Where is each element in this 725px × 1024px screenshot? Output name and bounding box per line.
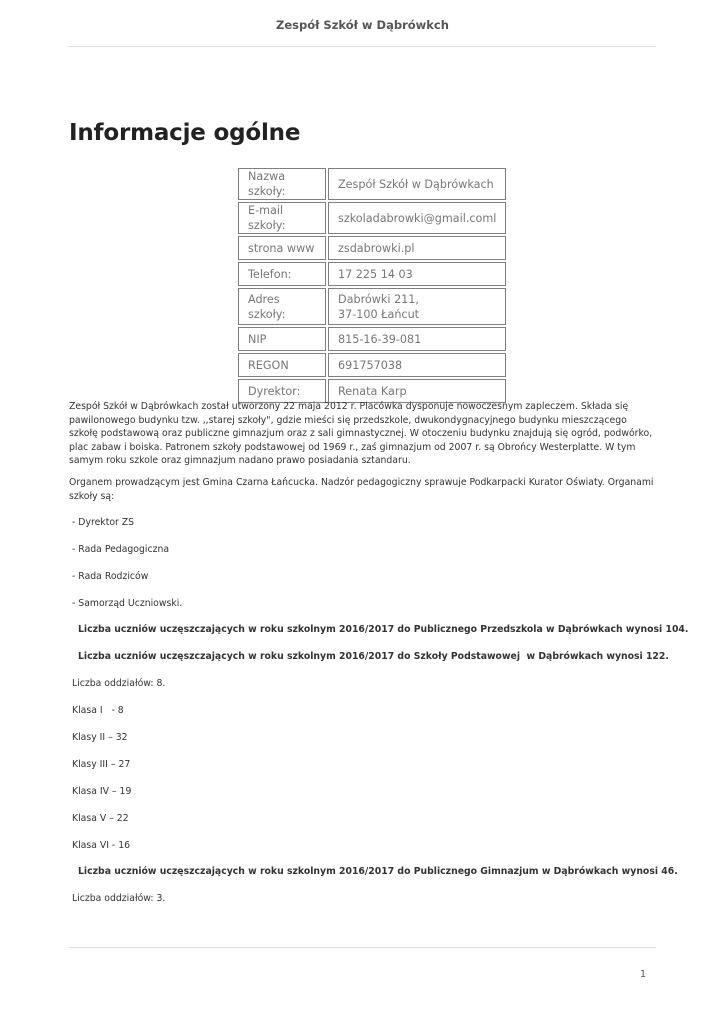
info-label: NIP	[238, 327, 326, 351]
class-list-item: Klasy III – 27	[72, 759, 131, 770]
organ-list-item: - Rada Pedagogiczna	[72, 544, 170, 555]
info-label: E-mail szkoły:	[238, 202, 326, 234]
class-list-item: Klasa I - 8	[72, 705, 124, 716]
info-label: REGON	[238, 353, 326, 377]
page-number: 1	[640, 969, 647, 980]
info-value: Zespół Szkół w Dąbrówkach	[328, 168, 506, 200]
info-value: 17 225 14 03	[328, 262, 506, 286]
info-row-regon	[238, 353, 506, 377]
primary-classes-count: Liczba oddziałów: 8.	[72, 678, 166, 689]
header-divider	[69, 46, 656, 47]
page-title: Informacje ogólne	[69, 120, 301, 146]
info-label: Telefon:	[238, 262, 326, 286]
class-list-item: Klasa IV – 19	[72, 786, 132, 797]
address-line-2: 37-100 Łańcut	[338, 307, 420, 321]
info-value	[328, 288, 506, 325]
school-history-paragraph: Zespół Szkół w Dąbrówkach został utworzony 22 maja 2012 r. Placówka dysponuje nowoczesnym zapleczem. Składa się pawilonowego budynku tzw. ,,starej szkoły", gdzie mieści się przedszkole, dwukondygnacyjnego budynku mieszczącego szkołę podstawową oraz publiczne gimnazjum oraz z sali gimnastycznej. W otoczeniu budynku znajdują się ogród, podwórko, plac zabaw i boiska. Patronem szkoły podstawowej od 1969 r., zaś gimnazjum od 2007 r. są Obrońcy Westerplatte. W tym samym roku szkole oraz gimnazjum nadano prawo posiadania sztandaru.	[69, 401, 653, 466]
info-label: Dyrektor:	[238, 379, 326, 403]
governing-body-paragraph: Organem prowadzącym jest Gmina Czarna Łańcucka. Nadzór pedagogiczny sprawuje Podkarpacki Kurator Oświaty. Organami szkoły są:	[69, 477, 654, 502]
class-list-item: Klasa VI - 16	[72, 840, 131, 851]
footer-divider	[69, 947, 656, 948]
document-header-title: Zespół Szkół w Dąbrówkch	[276, 18, 449, 32]
info-label: strona www	[238, 236, 326, 260]
info-value: zsdabrowki.pl	[328, 236, 506, 260]
info-value: 815-16-39-081	[328, 327, 506, 351]
info-label: Adres szkoły:	[238, 288, 326, 325]
info-row-www	[238, 236, 506, 260]
info-row-nip	[238, 327, 506, 351]
organ-list-item: - Dyrektor ZS	[72, 517, 135, 528]
preschool-stat: Liczba uczniów uczęszczających w roku szkolnym 2016/2017 do Publicznego Przedszkola w Dąbrówkach wynosi 104.	[78, 624, 689, 635]
address-line-1: Dabrówki 211,	[338, 292, 419, 306]
gymnasium-classes-count: Liczba oddziałów: 3.	[72, 893, 166, 904]
info-row-phone	[238, 262, 506, 286]
gymnasium-stat: Liczba uczniów uczęszczających w roku szkolnym 2016/2017 do Publicznego Gimnazjum w Dąbrówkach wynosi 46.	[78, 866, 678, 877]
info-row-name	[238, 168, 506, 200]
info-value: szkoladabrowki@gmail.coml	[328, 202, 506, 234]
info-row-address	[238, 288, 506, 325]
school-info-table	[236, 166, 508, 405]
organ-list-item: - Rada Rodziców	[72, 571, 149, 582]
info-value: 691757038	[328, 353, 506, 377]
info-row-email	[238, 202, 506, 234]
info-label: Nazwa szkoły:	[238, 168, 326, 200]
class-list-item: Klasa V – 22	[72, 813, 129, 824]
class-list-item: Klasy II – 32	[72, 732, 128, 743]
info-value: Renata Karp	[328, 379, 506, 403]
organ-list-item: - Samorząd Uczniowski.	[72, 598, 183, 609]
primary-school-stat: Liczba uczniów uczęszczających w roku szkolnym 2016/2017 do Szkoły Podstawowej w Dąbrówkach wynosi 122.	[78, 651, 669, 662]
